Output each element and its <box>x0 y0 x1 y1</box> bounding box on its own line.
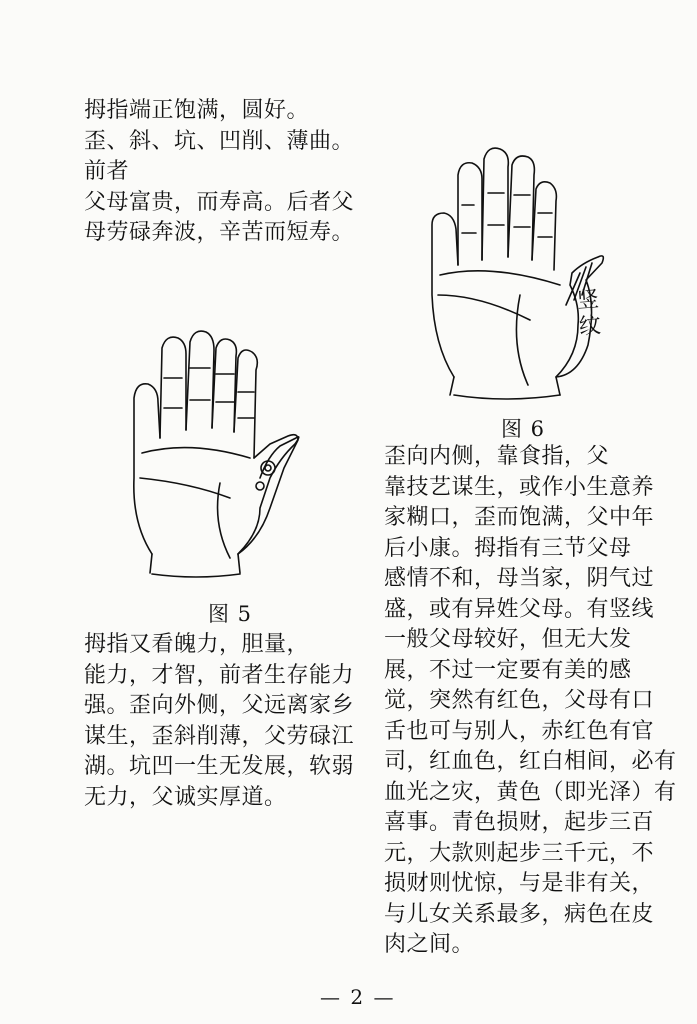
paragraph-thumb-courage: 拇指又看魄力，胆量， 能力，才智，前者生存能力 强。歪向外侧，父远离家乡 谋生，歪斜削薄，父劳碌江 湖。坑凹一生无发展，软弱 无力，父诚实厚道。 <box>84 632 355 810</box>
paragraph-thumb-upright: 拇指端正饱满，圆好。 歪、斜、坑、凹削、薄曲。前者 父母富贵，而寿高。后者父 母劳碌奔波，辛苦而短寿。 <box>84 98 355 245</box>
page-number: — 2 — <box>320 985 396 1009</box>
figure-5-caption: 图 5 <box>208 602 253 626</box>
figure-6-caption: 图 6 <box>501 417 546 441</box>
paragraph-thumb-inward: 歪向内侧，靠食指，父 靠技艺谋生，或作小生意养 家糊口，歪而饱满，父中年 后小康。拇指有三节父母 感情不和，母当家，阴气过 盛，或有异姓父母。有竖线 一般父母较好，但无大发 展，不过一定要有美的感 觉，突然有红色，父母有口 舌也可与别人，赤红色有官 司，红血色，红白相间，必有 血光之灾，黄色（即光泽）有 喜事。青色损财，起步三百 元，大款则起步三千元，不 损财则忧惊，与是非有关， 与儿女关系最多，病色在皮 肉之间。 <box>384 444 677 957</box>
hand-illustration-fig6 <box>410 145 620 407</box>
hand-illustration-fig5 <box>120 318 320 580</box>
fig6-vertical-label: 竖纹 <box>576 287 602 340</box>
